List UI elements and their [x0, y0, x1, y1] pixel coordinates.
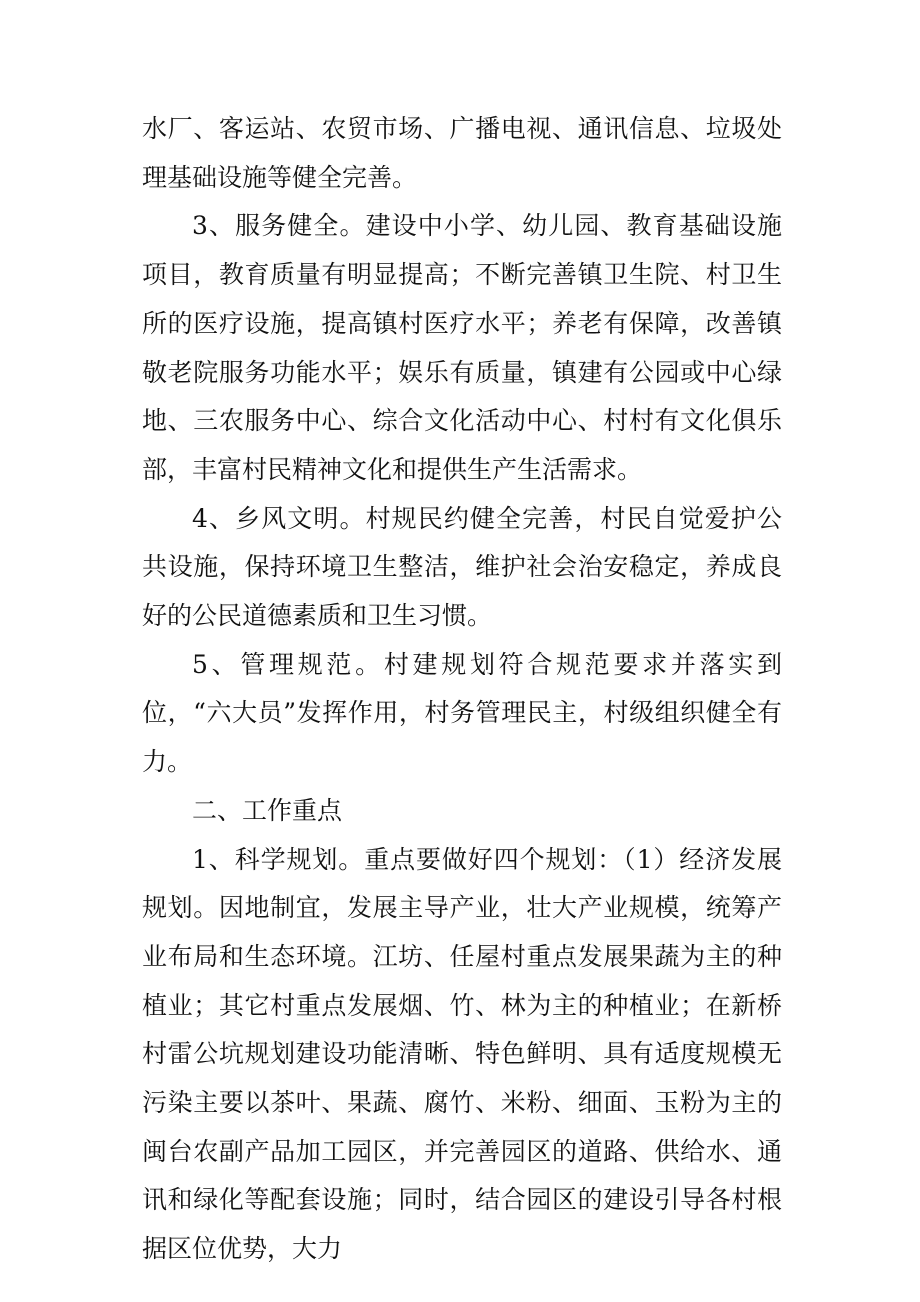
section-heading: 二、工作重点 [192, 795, 343, 825]
paragraph-management: 5、管理规范。村建规划符合规范要求并落实到位，“六大员”发挥作用，村务管理民主，村级组织健全有力。 [142, 649, 782, 777]
paragraph-services: 3、服务健全。建设中小学、幼儿园、教育基础设施项目，教育质量有明显提高；不断完善镇卫生院、村卫生所的医疗设施，提高镇村医疗水平；养老有保障，改善镇敬老院服务功能水平；娱乐有质量，镇建有公园或中心绿地、三农服务中心、综合文化活动中心、村村有文化俱乐部，丰富村民精神文化和提供生产生活需求。 [142, 211, 782, 484]
body-text [142, 105, 782, 1274]
paragraph-civility: 4、乡风文明。村规民约健全完善，村民自觉爱护公共设施，保持环境卫生整洁，维护社会治安稳定，养成良好的公民道德素质和卫生习惯。 [142, 503, 782, 631]
paragraph-continuation: 水厂、客运站、农贸市场、广播电视、通讯信息、垃圾处理基础设施等健全完善。 [142, 114, 782, 192]
paragraph-planning: 1、科学规划。重点要做好四个规划：（1）经济发展规划。因地制宜，发展主导产业，壮大产业规模，统筹产业布局和生态环境。江坊、任屋村重点发展果蔬为主的种植业；其它村重点发展烟、竹、林为主的种植业；在新桥村雷公坑规划建设功能清晰、特色鲜明、具有适度规模无污染主要以茶叶、果蔬、腐竹、米粉、细面、玉粉为主的闽台农副产品加工园区，并完善园区的道路、供给水、通讯和绿化等配套设施；同时，结合园区的建设引导各村根据区位优势，大力 [142, 844, 782, 1264]
